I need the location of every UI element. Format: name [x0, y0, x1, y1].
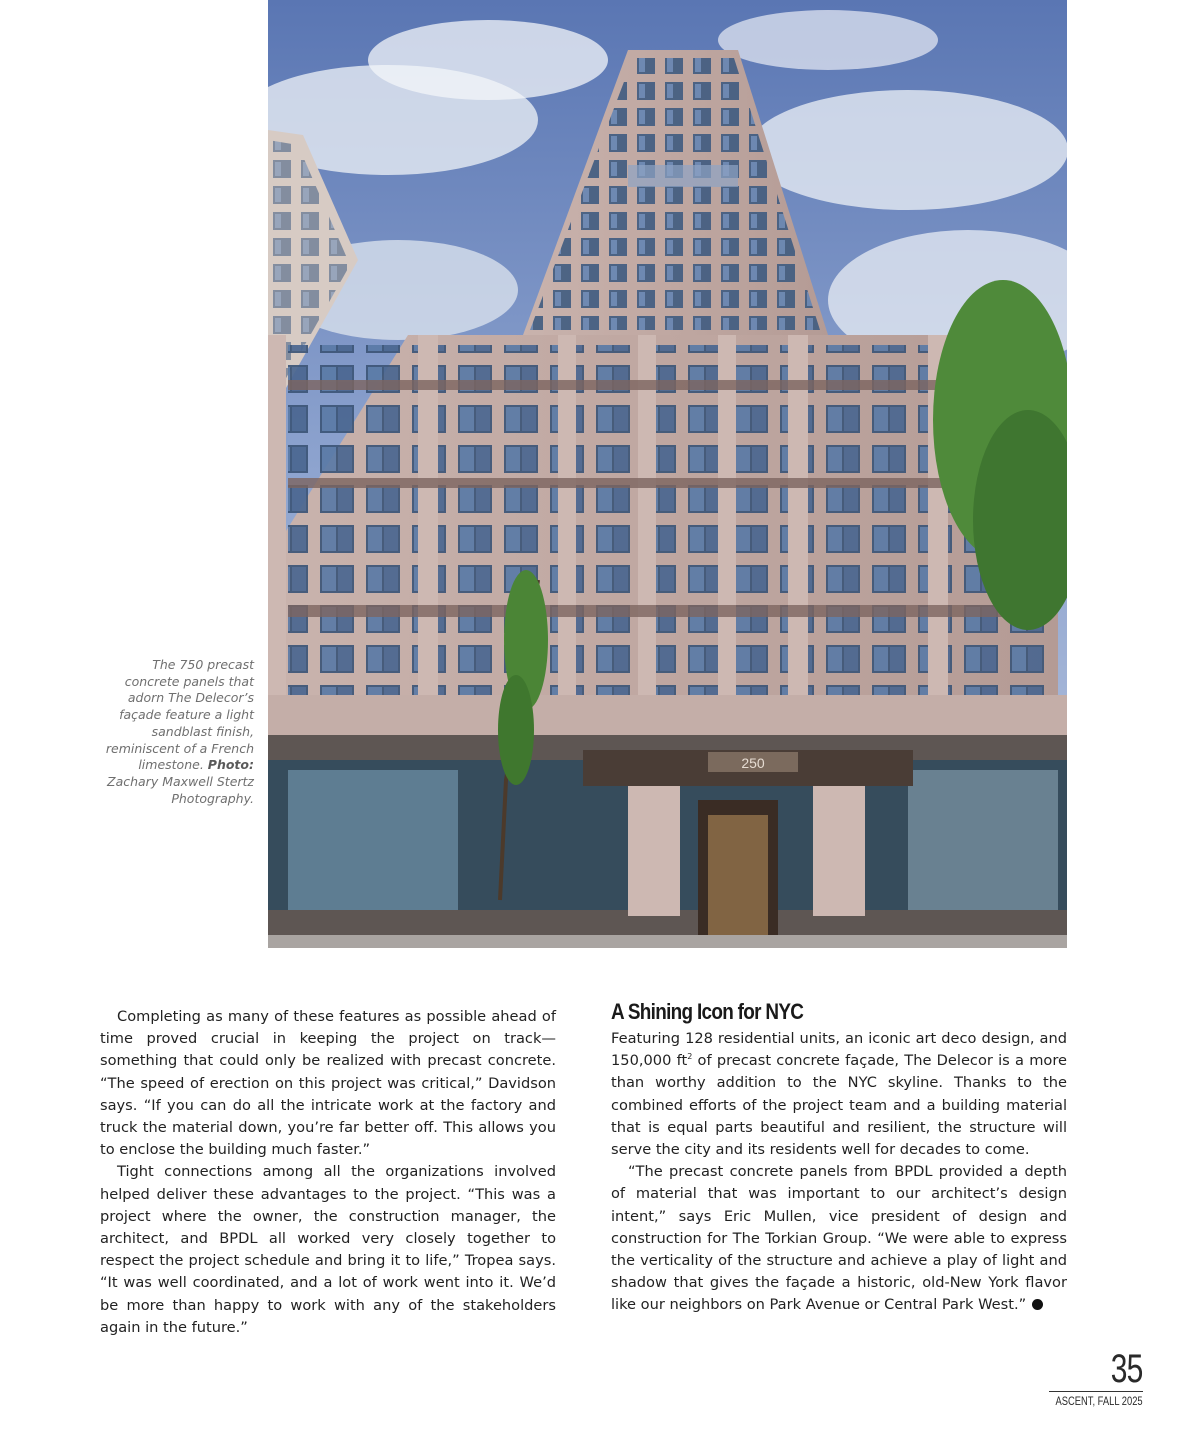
photo-credit-label: Photo: [207, 757, 254, 773]
paragraph-text: of precast concrete façade, The Delecor is a more than worthy addition to the NYC skyline. Thanks to the combined efforts of the project team and a building material that is equal parts beautiful and resilient, the structure will serve the city and its residents well for decades to come. [611, 1052, 1068, 1159]
body-paragraph: Completing as many of these features as possible ahead of time proved crucial in keeping the project on track—something that could only be realized with precast concrete. “The speed of erection on this project was critical,” Davidson says. “If you can do all the intricate work at the factory and truck the material down, you’re far better off. This allows you to enclose the building much faster.” [100, 1008, 556, 1159]
paragraph-text: “The precast concrete panels from BPDL provided a depth of material that was important to our architect’s design intent,” says Eric Mullen, vice president of design and construction for The Torkian Group. “We were able to express the verticality of the structure and achieve a play of light and shadow that gives the façade a historic, old-New York flavor like our neighbors on Park Avenue or Central Park West.” [611, 1163, 1067, 1314]
body-paragraph: Tight connections among all the organizations involved helped deliver these advantages to the project. “This was a project where the owner, the construction manager, the architect, and BPDL all worked very closely together to respect the project schedule and bring it to life,” Tropea says. “It was well coordinated, and a lot of work went into it. We’d be more than happy to work with any of the stakeholders again in the future.” [100, 1163, 556, 1336]
folio-rule [1049, 1391, 1143, 1392]
left-column [100, 1006, 556, 1339]
caption-text: The 750 precast concrete panels that adorn The Delecor’s façade feature a light sandblast finish, reminiscent of a French limestone. [105, 657, 254, 773]
section-heading: A Shining Icon for NYC [611, 999, 804, 1024]
body-paragraph [611, 1161, 1067, 1316]
building-photo [268, 0, 1067, 948]
issue-label: ASCENT, FALL 2025 [1055, 1394, 1143, 1408]
body-paragraph [611, 1028, 1067, 1161]
address-sign: 250 [741, 755, 765, 771]
photo-credit: Zachary Maxwell Stertz Photography. [107, 773, 254, 806]
superscript: 2 [687, 1052, 693, 1062]
photo-caption [100, 657, 254, 807]
page-number: 35 [1111, 1347, 1143, 1391]
paragraph-text: Featuring 128 residential units, an iconic art deco design, and 150,000 ft [611, 1030, 1067, 1070]
end-of-article-dot-icon [1032, 1299, 1043, 1310]
right-column [611, 998, 1067, 1317]
page-folio [1031, 1347, 1143, 1408]
